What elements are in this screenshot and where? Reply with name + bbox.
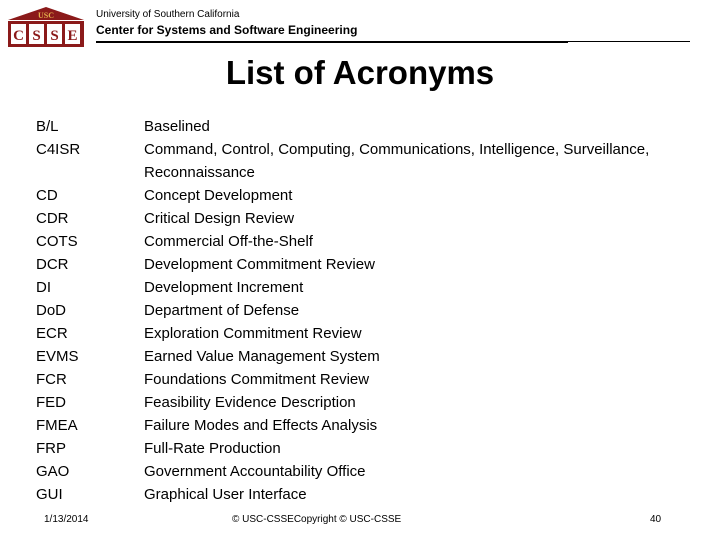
- acronym-definition: Graphical User Interface: [144, 486, 307, 503]
- acronym-definition: Government Accountability Office: [144, 463, 366, 480]
- acronym-abbr: COTS: [36, 233, 78, 250]
- acronym-abbr: ECR: [36, 325, 68, 342]
- logo-letter-s2: S: [50, 28, 59, 44]
- acronym-abbr: DoD: [36, 302, 67, 319]
- acronym-definition: Full-Rate Production: [144, 440, 281, 457]
- acronym-definition: Concept Development: [144, 187, 293, 204]
- acronym-definition: Commercial Off-the-Shelf: [144, 233, 313, 250]
- page-title: List of Acronyms: [225, 54, 495, 91]
- acronym-definition: Foundations Commitment Review: [144, 371, 370, 388]
- acronym-definition: Failure Modes and Effects Analysis: [144, 417, 378, 434]
- acronym-abbr: DI: [36, 279, 51, 296]
- acronym-abbr: FRP: [36, 440, 66, 457]
- acronym-abbr: FMEA: [36, 417, 78, 434]
- footer-date: 1/13/2014: [44, 514, 89, 525]
- acronym-definition: Earned Value Management System: [144, 348, 380, 365]
- logo-letter-s1: S: [32, 28, 41, 44]
- acronym-row: [36, 207, 716, 230]
- center-name: Center for Systems and Software Engineering: [96, 23, 358, 37]
- acronym-definition: Development Commitment Review: [144, 256, 375, 273]
- acronym-row: [36, 230, 716, 253]
- acronym-definition: Baselined: [144, 118, 210, 135]
- header-divider-thick: [96, 41, 568, 43]
- acronym-list: [36, 115, 716, 506]
- acronym-row: [36, 483, 716, 506]
- acronym-abbr: B/L: [36, 118, 59, 135]
- logo-letter-c: C: [13, 28, 24, 44]
- acronym-row: [36, 184, 716, 207]
- acronym-abbr: CD: [36, 187, 58, 204]
- acronym-row: [36, 299, 716, 322]
- csse-logo: [6, 6, 86, 50]
- logo-letter-e: E: [67, 28, 78, 44]
- acronym-abbr: FED: [36, 394, 66, 411]
- acronym-definition: Development Increment: [144, 279, 304, 296]
- acronym-row: [36, 437, 716, 460]
- footer-copyright: © USC-CSSECopyright © USC-CSSE: [232, 514, 402, 525]
- acronym-abbr: FCR: [36, 371, 67, 388]
- acronym-row: [36, 115, 716, 138]
- acronym-row: [36, 345, 716, 368]
- acronym-row: [36, 253, 716, 276]
- acronym-definition: Critical Design Review: [144, 210, 295, 227]
- acronym-definition: Feasibility Evidence Description: [144, 394, 356, 411]
- acronym-abbr: EVMS: [36, 348, 79, 365]
- acronym-row: [36, 138, 716, 184]
- acronym-abbr: GAO: [36, 463, 70, 480]
- acronym-row: [36, 460, 716, 483]
- acronym-row: [36, 368, 716, 391]
- acronym-abbr: GUI: [36, 486, 63, 503]
- acronym-abbr: CDR: [36, 210, 69, 227]
- university-name: University of Southern California: [96, 9, 240, 20]
- acronym-row: [36, 391, 716, 414]
- acronym-definition: Exploration Commitment Review: [144, 325, 362, 342]
- acronym-definition: Department of Defense: [144, 302, 300, 319]
- acronym-definition: Command, Control, Computing, Communications, Intelligence, Surveillance, Reconnaissance: [144, 141, 650, 181]
- acronym-abbr: DCR: [36, 256, 69, 273]
- acronym-abbr: C4ISR: [36, 141, 81, 158]
- acronym-row: [36, 322, 716, 345]
- page-number: 40: [650, 514, 662, 525]
- acronym-row: [36, 276, 716, 299]
- acronym-row: [36, 414, 716, 437]
- logo-usc-text: USC: [37, 11, 55, 20]
